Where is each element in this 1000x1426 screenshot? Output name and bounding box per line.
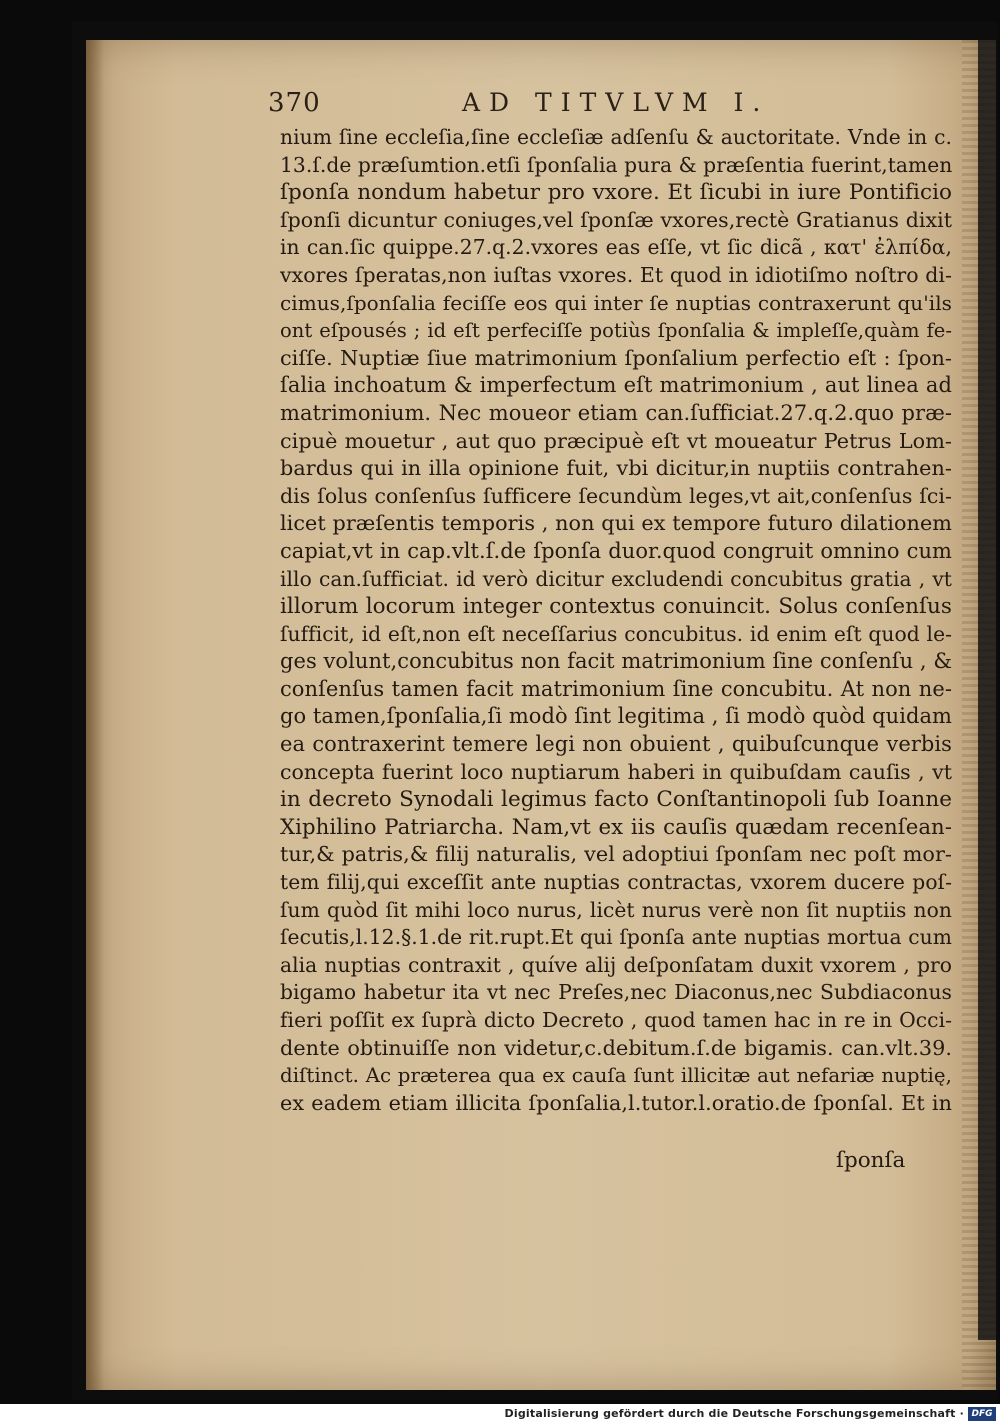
text-line: cimus,ſponſalia feciſſe eos qui inter ſe nuptias contraxerunt qu'ils (280, 290, 952, 315)
text-line: ſalia inchoatum & imperfectum eſt matrimonium , aut linea ad (280, 373, 952, 398)
text-line: fieri poſſit ex ſuprà dicto Decreto , quod tamen hac in re in Occi- (280, 1008, 952, 1032)
text-line: tur,& patris,& filij naturalis, vel adoptiui ſponſam nec poſt mor- (280, 842, 952, 867)
catchword: ſponſa (836, 1148, 906, 1173)
text-line: ſum quòd ſit mihi loco nurus, licèt nurus verè non ſit nuptiis non (280, 897, 952, 922)
text-line: conſenſus tamen facit matrimonium ſine concubitu. At non ne- (280, 676, 952, 701)
text-line: licet præſentis temporis , non qui ex tempore futuro dilationem (280, 511, 952, 536)
text-line: ex eadem etiam illicita ſponſalia,l.tutor.l.oratio.de ſponſal. Et in (280, 1090, 952, 1115)
page-header (268, 88, 818, 120)
funding-credit: Digitalisierung gefördert durch die Deutsche Forschungsgemeinschaft · (504, 1407, 964, 1420)
text-line: alia nuptias contraxit , quíve alij deſponſatam duxit vxorem , pro (280, 952, 952, 977)
text-line: diſtinct. Ac præterea qua ex cauſa ſunt illicitæ aut nefariæ nuptię, (280, 1064, 952, 1088)
text-line: ſponſi dicuntur coniuges,vel ſponſæ vxores,rectè Gratianus dixit (280, 207, 952, 232)
text-line: matrimonium. Nec moueor etiam can.ſufficiat.27.q.2.quo præ- (280, 400, 952, 425)
text-line: capiat,vt in cap.vlt.ſ.de ſponſa duor.quod congruit omnino cum (280, 538, 952, 563)
text-line: ſufficit, id eſt,non eſt neceſſarius concubitus. id enim eſt quod le- (280, 621, 952, 646)
text-line: ea contraxerint temere legi non obuient , quibuſcunque verbis (280, 732, 952, 757)
text-line: illorum locorum integer contextus conuincit. Solus conſenſus (280, 594, 952, 620)
footer-bar (0, 1404, 1000, 1426)
text-line: in decreto Synodali legimus facto Conſtantinopoli ſub Ioanne (280, 787, 952, 813)
page-edge (978, 40, 996, 1340)
text-line: ges volunt,concubitus non facit matrimonium ſine conſenſu , & (280, 649, 953, 674)
text-line: dente obtinuiſſe non videtur,c.debitum.ſ.de bigamis. can.vlt.39. (280, 1035, 952, 1060)
text-line: 13.ſ.de præſumtion.etſi ſponſalia pura & præſentia fuerint,tamen (280, 152, 953, 177)
text-line: illo can.ſufficiat. id verò dicitur excludendi concubitus gratia , vt (280, 566, 952, 591)
text-line: in can.ſic quippe.27.q.2.vxores eas eſſe, vt ſic dicã , κατ' ἐλπίδα, (280, 235, 952, 260)
text-line: cipuè mouetur , aut quo præcipuè eſt vt moueatur Petrus Lom- (280, 428, 952, 453)
dfg-logo: DFG (968, 1407, 996, 1421)
text-line: bigamo habetur ita vt nec Preſes,nec Diaconus,nec Subdiaconus (280, 980, 952, 1005)
text-line: concepta fuerint loco nuptiarum haberi in quibuſdam cauſis , vt (280, 759, 952, 784)
text-line: bardus qui in illa opinione fuit, vbi dicitur,in nuptiis contrahen- (280, 456, 952, 481)
text-line: dis ſolus conſenſus ſufficere ſecundùm leges,vt ait,conſenſus ſci- (280, 483, 952, 508)
text-line: go tamen,ſponſalia,ſi modò ſint legitima , ſi modò quòd quidam (280, 704, 952, 729)
text-line: ciſſe. Nuptiæ ſiue matrimonium ſponſalium perfectio eſt : ſpon- (280, 345, 952, 370)
page-number: 370 (268, 88, 321, 118)
text-line: ſponſa nondum habetur pro vxore. Et ſicubi in iure Pontificio (280, 180, 952, 206)
text-line: tem filij,qui exceſſit ante nuptias contractas, vxorem ducere poſ- (280, 870, 952, 895)
text-line: vxores ſperatas,non iuſtas vxores. Et quod in idiotiſmo noſtro di- (280, 262, 952, 287)
text-line: ſecutis,l.12.§.1.de rit.rupt.Et qui ſponſa ante nuptias mortua cum (280, 925, 952, 950)
running-head: AD TITVLVM I. (462, 88, 770, 117)
text-line: Xiphilino Patriarcha. Nam,vt ex iis cauſis quædam recenſean- (280, 814, 952, 840)
body-text (280, 124, 960, 1117)
text-line: nium ſine eccleſia,ſine eccleſiæ adſenſu & auctoritate. Vnde in c. (280, 125, 952, 149)
text-line: ont eſpousés ; id eſt perfeciſſe potiùs ſponſalia & impleſſe,quàm fe- (280, 319, 952, 343)
